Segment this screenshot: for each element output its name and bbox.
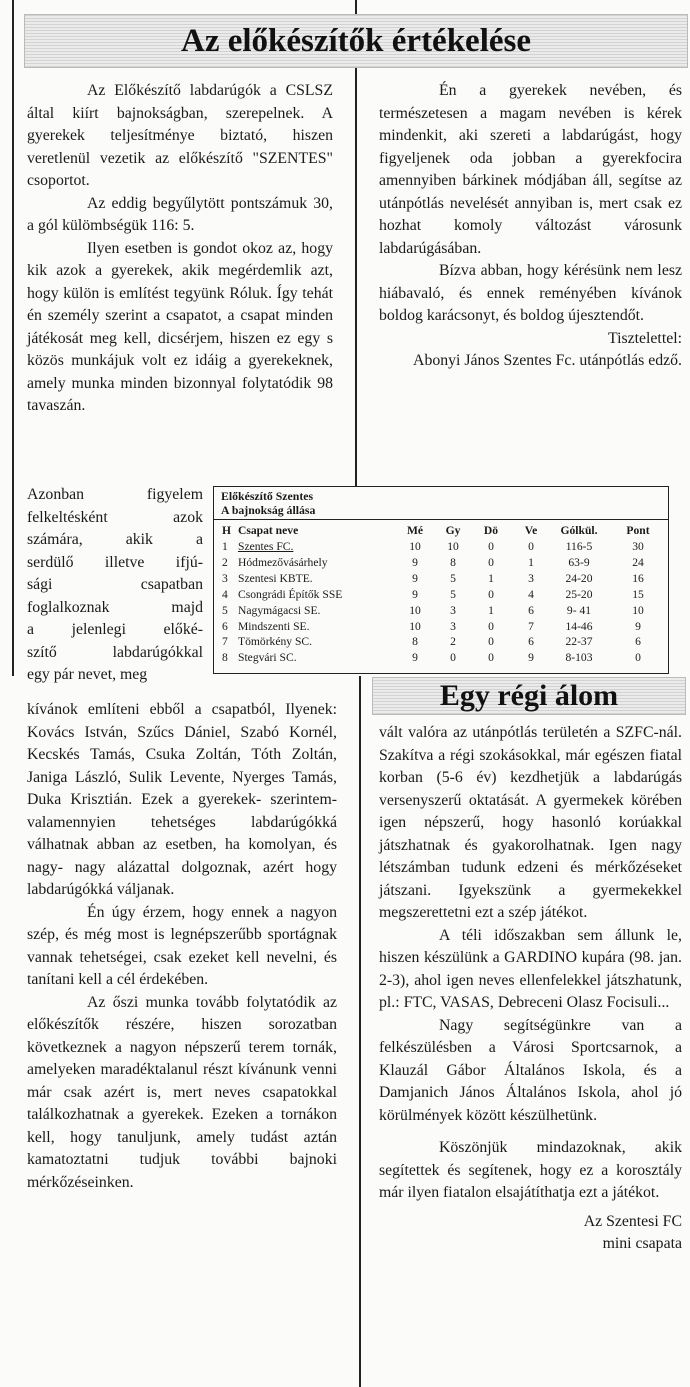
cell-played: 10: [409, 619, 421, 633]
col-header-played: Mé: [406, 524, 424, 537]
cell-rank: 4: [222, 587, 228, 601]
cell-played: 9: [412, 555, 418, 569]
cell-goals: 24-20: [565, 571, 593, 585]
cell-goals: 14-46: [565, 619, 593, 633]
cell-drawn: 0: [488, 540, 494, 553]
cell-drawn: 1: [488, 571, 494, 585]
paragraph: A téli időszakban sem állunk le, hiszen készülünk a GARDINO kupára (98. jan. 2-3), ahol igen neves ellenfelekkel játszhatunk, pl.: FTC, VASAS, Debreceni Olasz Focisuli...: [379, 926, 682, 1011]
cell-played: 8: [412, 635, 418, 649]
signature-team-sub: mini csapata: [602, 1235, 682, 1252]
table-row: [214, 540, 668, 554]
cell-drawn: 0: [488, 555, 494, 569]
cell-goals: 8-103: [565, 651, 593, 665]
table-row: [214, 620, 668, 634]
col-header-lost: Ve: [524, 524, 538, 537]
paragraph: Én a gyerekek nevében, és természetesen a magam nevében is kérek mindenkit, aki szereti a labdarúgást, hogy figyeljenek oda jobban a gyerekfocira amennyiben bárkinek módjában áll, segítse az utánpótlás nevelését annyiban is, mert csak ez hozhat komoly változást városunk labdarúgásában.: [379, 82, 682, 257]
cell-played: 9: [412, 651, 418, 665]
text-line: sági csapatban: [27, 576, 203, 593]
text-line: számára, akik a: [27, 531, 203, 548]
col-header-goals: Gólkül.: [560, 524, 598, 537]
cell-points: 0: [635, 651, 641, 665]
text-line: foglalkoznak majd: [27, 598, 203, 616]
table-header-row: [214, 524, 668, 538]
page-left-rule: [12, 0, 14, 676]
article-column-right-top: [379, 80, 682, 373]
cell-lost: 9: [528, 651, 534, 665]
table-row: [214, 651, 668, 665]
paragraph: vált valóra az utánpótlás területén a SZFC-nál. Szakítva a régi szokásokkal, már egészen fiatal korban (5-6 év) kezdhetjük a labdarúgás versenyszerű oktatását. A gyermekek körében igen népszerű, hogy hasonló korúakkal játszhatnak és gyakorolhatnak. Igen nagy létszámban tudunk edzeni és mérkőzéseket játszani. Igyekszünk a gyermekekkel megszerettetni ezt a szép játékot.: [379, 724, 682, 921]
paragraph: Az őszi munka tovább folytatódik az előkészítők részére, hiszen sorozatban következnek a nagyon népszerű terem tornák, amelyeken maradéktalanul részt kívánunk venni már csak azért is, mert neves csapatokkal találkozhatnak a gyerekek. Ezeken a tornákon kell, hogy tanuljunk, amely tudást aztán kamatoztatni tudjuk további bajnoki mérkőzéseinken.: [27, 993, 337, 1191]
cell-drawn: 0: [488, 619, 494, 633]
cell-rank: 7: [222, 635, 228, 649]
cell-played: 10: [409, 603, 421, 617]
cell-lost: 3: [528, 571, 534, 585]
table-row: [214, 604, 668, 618]
article-column-left-wrap: [27, 484, 203, 687]
cell-rank: 8: [222, 651, 228, 665]
signature-greeting: Tisztelettel:: [607, 329, 682, 347]
cell-rank: 2: [222, 555, 228, 569]
paragraph: kívánok említeni ebből a csapatból, Ilyenek: Kovács István, Szűcs Dániel, Szabó Kornél, Kecskés Tamás, Csuka Zoltán, Tóth Zoltán, Janiga László, Sulik Levente, Nyerges Tamás, Duka Krisztián. Ezek a gyerekek- szerintem- valamennyien tehetséges labdarúgókká válhatnak abban az esetben, ha komolyan, és nagy- nagy alázattal dolgoznak, azért hogy labdarúgókká váljanak.: [27, 701, 337, 898]
signature-author: Abonyi János Szentes Fc. utánpótlás edző.: [413, 352, 682, 369]
cell-drawn: 0: [488, 635, 494, 649]
cell-played: 10: [409, 540, 421, 553]
cell-lost: 1: [528, 555, 534, 569]
cell-team: Csongrádi Építők SSE: [238, 587, 343, 601]
cell-team: Szentes FC.: [238, 540, 294, 553]
col-header-team: Csapat neve: [238, 524, 299, 537]
cell-points: 10: [632, 603, 644, 617]
cell-team: Tömörkény SC.: [238, 635, 313, 649]
signature-team: Az Szentesi FC: [583, 1212, 682, 1230]
cell-team: Szentesi KBTE.: [238, 571, 313, 585]
article-column-right-bottom: [379, 722, 682, 1256]
league-standings-table: [213, 486, 669, 674]
cell-goals: 63-9: [568, 555, 590, 569]
text-line: felkeltésként azok: [27, 508, 203, 526]
table-row: [214, 588, 668, 602]
text-line: egy pár nevet, meg: [27, 666, 148, 683]
text-line: a jelenlegi előké-: [27, 621, 203, 638]
col-header-points: Pont: [626, 524, 650, 537]
cell-won: 5: [450, 587, 456, 601]
table-subtitle: A bajnokság állása: [221, 503, 316, 517]
col-header-drawn: Dö: [483, 524, 499, 537]
table-divider: [214, 519, 668, 520]
second-headline: Egy régi álom: [372, 677, 686, 715]
column-rule: [355, 0, 357, 486]
cell-goals: 25-20: [565, 587, 593, 601]
cell-points: 24: [632, 555, 644, 569]
cell-drawn: 0: [488, 651, 494, 665]
cell-team: Mindszenti SE.: [238, 619, 310, 633]
article-column-left-top: [27, 80, 333, 418]
table-title: Előkészítő Szentes: [221, 489, 314, 503]
text-line: Azonban figyelem: [27, 486, 203, 503]
article-headline: Az előkészítők értékelése: [24, 14, 688, 68]
cell-lost: 6: [528, 635, 534, 649]
cell-team: Nagymágacsi SE.: [238, 603, 321, 617]
cell-rank: 5: [222, 603, 228, 617]
cell-won: 5: [450, 571, 456, 585]
cell-won: 3: [450, 603, 456, 617]
cell-goals: 116-5: [565, 540, 593, 553]
paragraph: Én úgy érzem, hogy ennek a nagyon szép, és még most is legnépszerűbb sportágnak vannak tehetségei, csak ezeket kell nevelni, és tanítani kell a cél érdekében.: [27, 903, 337, 988]
cell-team: Hódmezővásárhely: [238, 555, 328, 569]
cell-played: 9: [412, 571, 418, 585]
table-row: [214, 556, 668, 570]
cell-rank: 1: [222, 540, 228, 553]
cell-won: 10: [447, 540, 459, 553]
cell-played: 9: [412, 587, 418, 601]
cell-points: 30: [632, 540, 644, 553]
cell-goals: 22-37: [565, 635, 593, 649]
paragraph: Ilyen esetben is gondot okoz az, hogy kik azok a gyerekek, akik megérdemlik azt, hogy külön is említést tegyünk Róluk. Így tehát én személy szerint a csapatot, a csapat minden játékosát meg kell, dicsérjem, hiszen ez egy s közös munkájuk volt ez idáig a gyerekeknek, amely munka minden bizonnyal folytatódik 98 tavaszán.: [27, 239, 333, 414]
text-line: szítő labdarúgókkal: [27, 643, 203, 661]
cell-won: 3: [450, 619, 456, 633]
cell-lost: 4: [528, 587, 534, 601]
cell-points: 16: [632, 571, 644, 585]
cell-lost: 7: [528, 619, 534, 633]
cell-points: 9: [635, 619, 641, 633]
cell-points: 15: [632, 587, 644, 601]
paragraph: Az eddig begyűlytött pontszámuk 30, a gól külömbségük 116: 5.: [27, 194, 333, 234]
paragraph: Köszönjük mindazoknak, akik segítettek és segítenek, hogy ez a korosztály már ilyen fiatalon elsajátíthatja ezt a játékot.: [379, 1139, 682, 1201]
col-header-rank: H: [222, 524, 232, 537]
cell-drawn: 0: [488, 587, 494, 601]
cell-rank: 6: [222, 619, 228, 633]
col-header-won: Gy: [445, 524, 461, 537]
table-row: [214, 635, 668, 649]
cell-rank: 3: [222, 571, 228, 585]
text-line: serdülő illetve ifjú-: [27, 553, 203, 571]
paragraph: Bízva abban, hogy kérésünk nem lesz hiábavaló, és ennek reményében kívánok boldog karácsonyt, és boldog újesztendőt.: [379, 262, 682, 324]
cell-points: 6: [635, 635, 641, 649]
column-rule-lower: [359, 676, 361, 1387]
paragraph: Nagy segítségünkre van a felkészülésben a Városi Sportcsarnok, a Klauzál Gábor Általános Iskola, és a Damjanich János Általános Iskola, ahol jó körülmények között készülhetünk.: [379, 1016, 682, 1124]
cell-team: Stegvári SC.: [238, 651, 297, 665]
article-column-left-bottom: [27, 699, 337, 1194]
table-row: [214, 572, 668, 586]
cell-won: 2: [450, 635, 456, 649]
cell-lost: 6: [528, 603, 534, 617]
cell-goals: 9- 41: [566, 603, 592, 617]
paragraph: Az Előkészítő labdarúgók a CSLSZ által kiírt bajnokságban, szerepelnek. A gyerekek teljesítménye biztató, hiszen veretlenül vezetik az előkészítő "SZENTES" csoportot.: [27, 82, 333, 189]
cell-drawn: 1: [488, 603, 494, 617]
cell-won: 8: [450, 555, 456, 569]
cell-won: 0: [450, 651, 456, 665]
cell-lost: 0: [528, 540, 534, 553]
